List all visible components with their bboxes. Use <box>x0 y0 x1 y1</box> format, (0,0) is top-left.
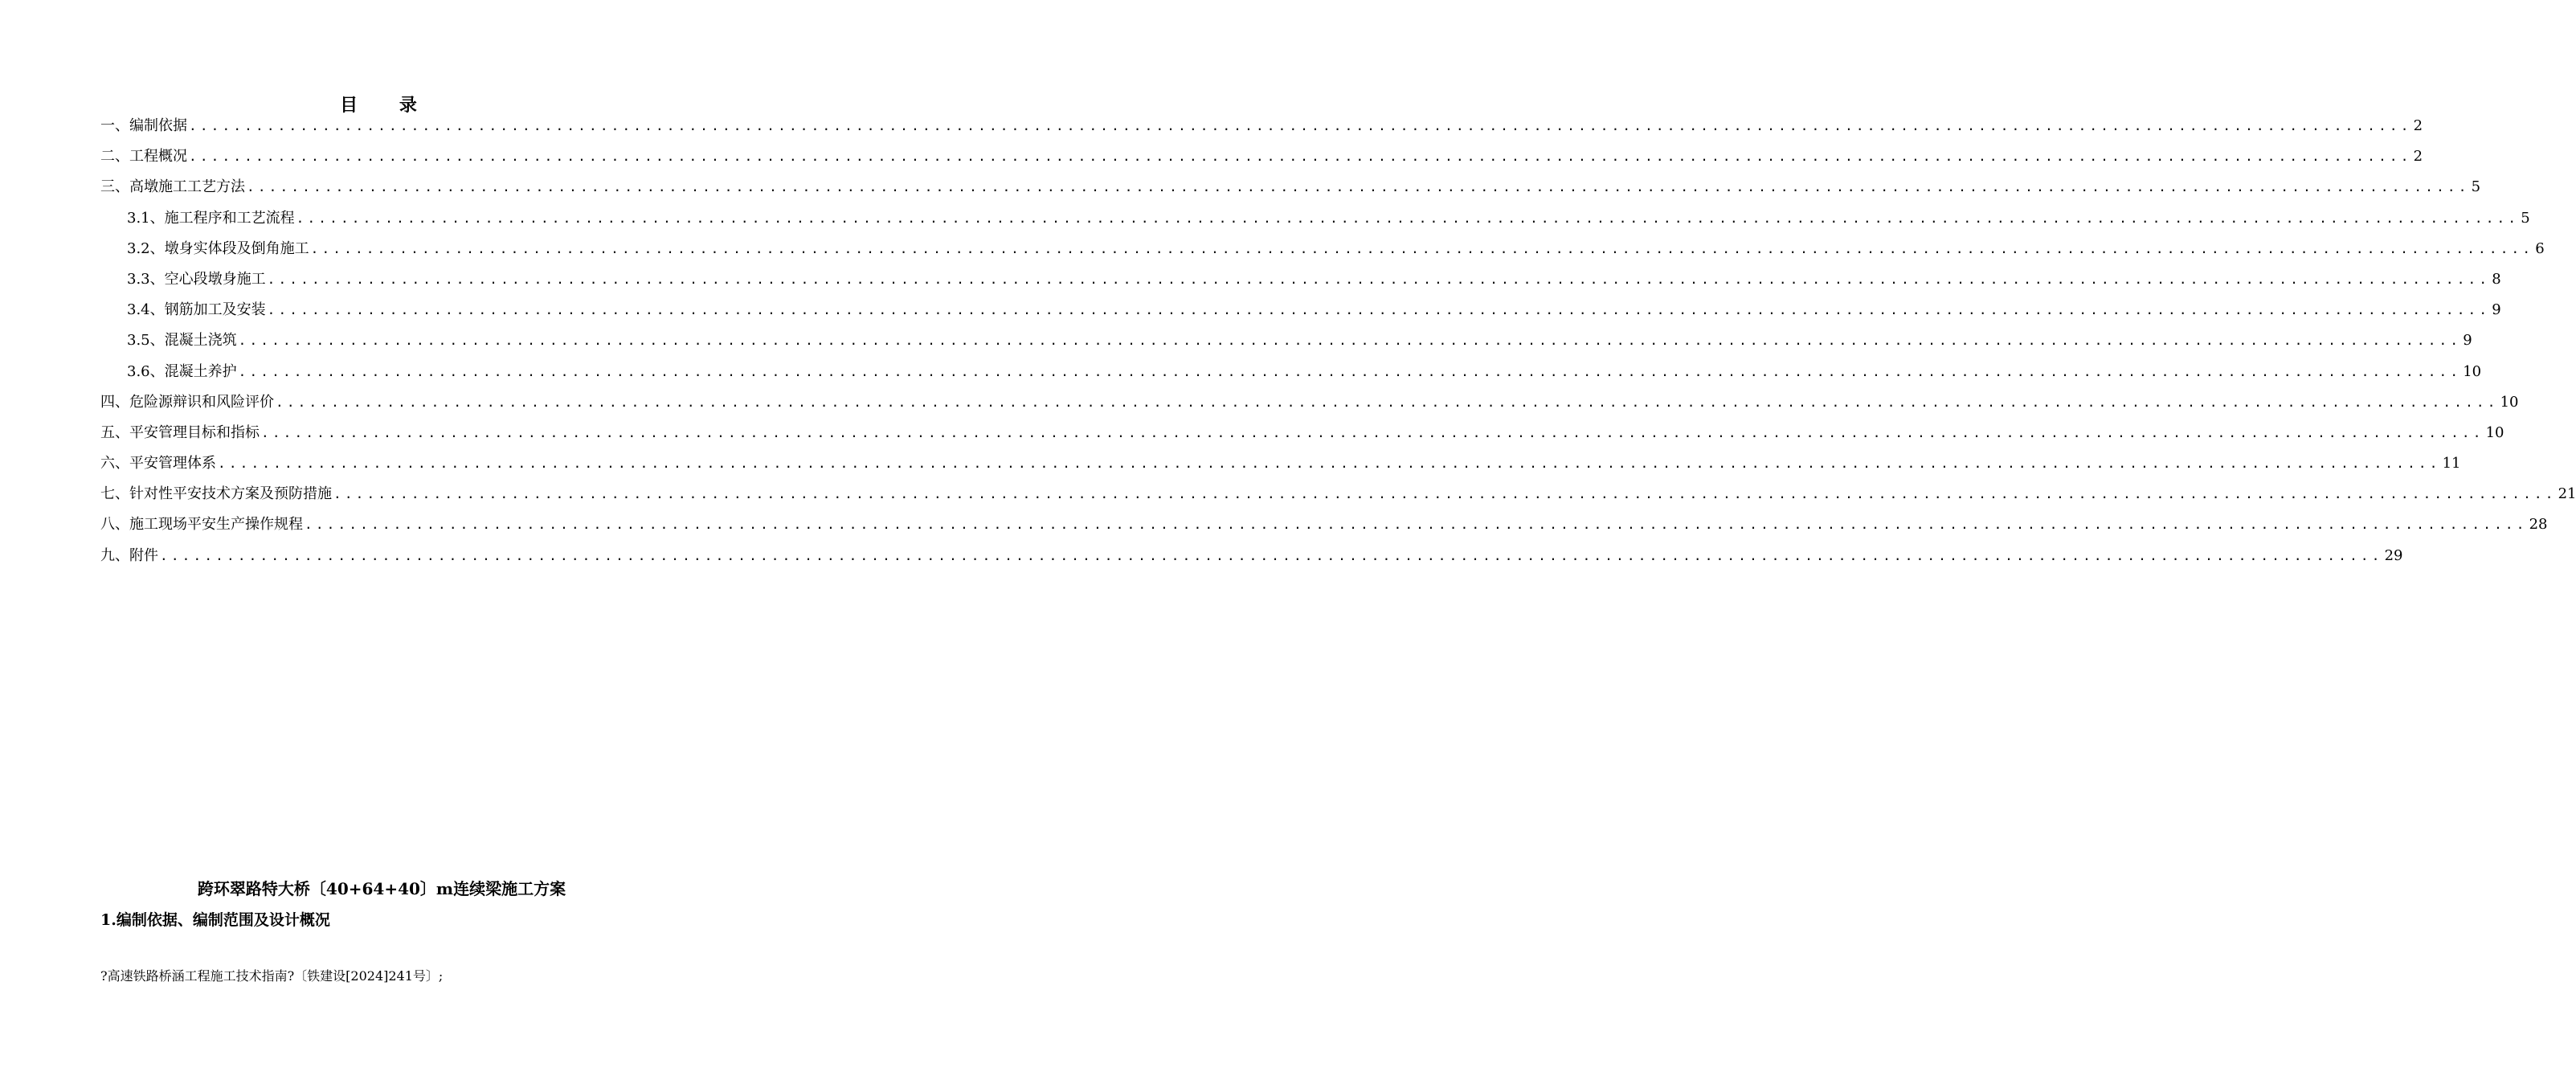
toc-entry[interactable] <box>100 327 2472 358</box>
toc-entry-page: 11 <box>2442 455 2461 472</box>
toc-entry[interactable] <box>100 266 2501 297</box>
toc-entry[interactable] <box>100 235 2545 266</box>
toc-entry-label: 七、针对性平安技术方案及预防措施 <box>100 485 332 503</box>
toc-entry-label: 八、施工现场平安生产操作规程 <box>100 516 303 534</box>
toc-leader-dots: ........................................................................................................................................................................................................ <box>247 179 2470 195</box>
toc-entry[interactable] <box>100 143 2423 174</box>
toc-entry[interactable] <box>100 174 2481 204</box>
toc-leader-dots: ........................................................................................................................................................................................................ <box>189 149 2412 165</box>
toc-leader-dots: ........................................................................................................................................................................................................ <box>296 210 2520 226</box>
toc-leader-dots: ........................................................................................................................................................................................................ <box>276 394 2499 410</box>
toc-entry[interactable] <box>100 389 2519 419</box>
toc-leader-dots: ........................................................................................................................................................................................................ <box>305 517 2528 533</box>
toc-entry-label: 三、高墩施工工艺方法 <box>100 178 245 196</box>
toc-entry-page: 9 <box>2492 301 2501 319</box>
toc-entry-label: 四、危险源辩识和风险评价 <box>100 393 274 411</box>
toc-leader-dots: ........................................................................................................................................................................................................ <box>261 424 2484 440</box>
document-title: 跨环翠路特大桥〔40+64+40〕m连续梁施工方案 <box>197 879 566 898</box>
toc-entry-page: 29 <box>2384 546 2403 564</box>
toc-leader-dots: ........................................................................................................................................................................................................ <box>189 118 2412 133</box>
toc-leader-dots: ........................................................................................................................................................................................................ <box>218 456 2441 472</box>
toc-entry-label: 九、附件 <box>100 546 158 564</box>
toc-entry-page: 5 <box>2471 178 2481 196</box>
toc-entry-page: 28 <box>2529 516 2548 534</box>
toc-entry-page: 5 <box>2521 209 2530 227</box>
toc-entry-label: 3.4、钢筋加工及安装 <box>127 301 266 319</box>
toc-entry[interactable] <box>100 358 2482 389</box>
toc-leader-dots: ........................................................................................................................................................................................................ <box>267 271 2491 287</box>
toc-leader-dots: ........................................................................................................................................................................................................ <box>160 547 2383 563</box>
table-of-contents <box>100 112 2576 573</box>
toc-leader-dots: ........................................................................................................................................................................................................ <box>267 302 2491 318</box>
toc-entry-label: 二、工程概况 <box>100 148 187 166</box>
toc-entry-page: 10 <box>2485 423 2504 441</box>
toc-entry[interactable] <box>100 542 2403 573</box>
toc-leader-dots: ........................................................................................................................................................................................................ <box>333 486 2557 502</box>
body-text-line: ?高速铁路桥涵工程施工技术指南?〔铁建设[2024]241号〕; <box>100 968 444 984</box>
toc-entry[interactable] <box>100 450 2461 481</box>
toc-leader-dots: ........................................................................................................................................................................................................ <box>310 240 2534 256</box>
toc-leader-dots: ........................................................................................................................................................................................................ <box>238 333 2462 349</box>
toc-entry[interactable] <box>100 112 2423 143</box>
toc-entry[interactable] <box>100 419 2504 450</box>
toc-entry-label: 3.2、墩身实体段及倒角施工 <box>127 239 309 257</box>
toc-entry-label: 3.5、混凝土浇筑 <box>127 332 237 350</box>
toc-entry-page: 2 <box>2413 117 2423 134</box>
toc-entry-page: 8 <box>2492 270 2501 288</box>
toc-entry[interactable] <box>100 297 2501 327</box>
toc-title: 目 录 <box>340 95 435 116</box>
toc-entry-label: 3.3、空心段墩身施工 <box>127 270 266 288</box>
toc-entry-label: 3.6、混凝土养护 <box>127 362 237 380</box>
toc-entry-page: 10 <box>2463 362 2482 380</box>
toc-entry[interactable] <box>100 205 2530 235</box>
toc-entry-label: 一、编制依据 <box>100 117 187 134</box>
toc-entry-page: 2 <box>2413 148 2423 166</box>
toc-entry-page: 6 <box>2535 239 2545 257</box>
toc-entry[interactable] <box>100 481 2576 511</box>
section-heading: 1.编制依据、编制范围及设计概况 <box>100 911 330 929</box>
toc-leader-dots: ........................................................................................................................................................................................................ <box>238 363 2462 379</box>
toc-entry-label: 六、平安管理体系 <box>100 455 216 472</box>
toc-entry-label: 五、平安管理目标和指标 <box>100 423 260 441</box>
toc-entry-page: 10 <box>2500 393 2519 411</box>
toc-entry-page: 9 <box>2463 332 2472 350</box>
toc-entry[interactable] <box>100 511 2548 542</box>
toc-entry-label: 3.1、施工程序和工艺流程 <box>127 209 295 227</box>
toc-entry-page: 21 <box>2558 485 2576 503</box>
